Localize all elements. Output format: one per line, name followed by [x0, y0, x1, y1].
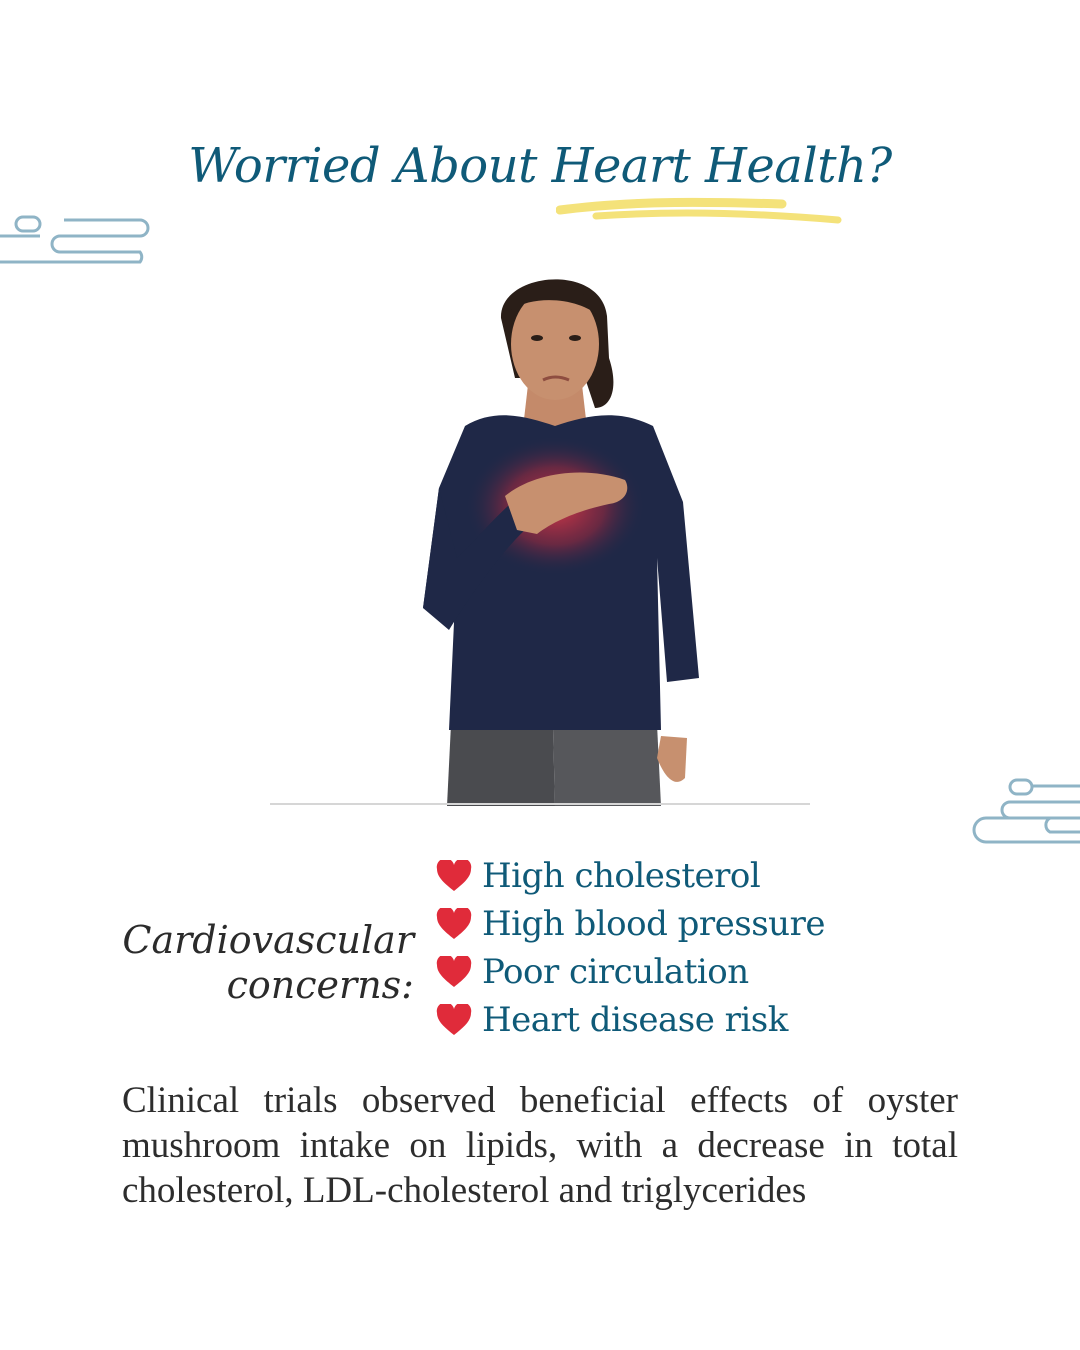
concern-text: Poor circulation [482, 952, 749, 992]
list-item [436, 900, 825, 948]
title-highlight-underline [556, 196, 846, 230]
heart-icon [436, 1004, 472, 1036]
heart-icon [436, 860, 472, 892]
concern-text: Heart disease risk [482, 1000, 788, 1040]
page-title: Worried About Heart Health? [188, 138, 892, 194]
ground-line [270, 803, 810, 805]
concern-list [436, 852, 825, 1044]
concern-text: High cholesterol [482, 856, 761, 896]
list-item [436, 996, 825, 1044]
list-item [436, 948, 825, 996]
heart-icon [436, 908, 472, 940]
body-paragraph: Clinical trials observed beneficial effects of oyster mushroom intake on lipids, with a decrease in total cholesterol, LDL-cholesterol and triglycerides [122, 1080, 958, 1211]
cloud-decoration-icon [970, 776, 1080, 848]
list-item [436, 852, 825, 900]
concern-text: High blood pressure [482, 904, 825, 944]
woman-holding-chest-icon [405, 258, 705, 806]
concerns-label: Cardiovascular concerns: [122, 918, 414, 1007]
cloud-decoration-icon [0, 212, 152, 266]
heart-icon [436, 956, 472, 988]
